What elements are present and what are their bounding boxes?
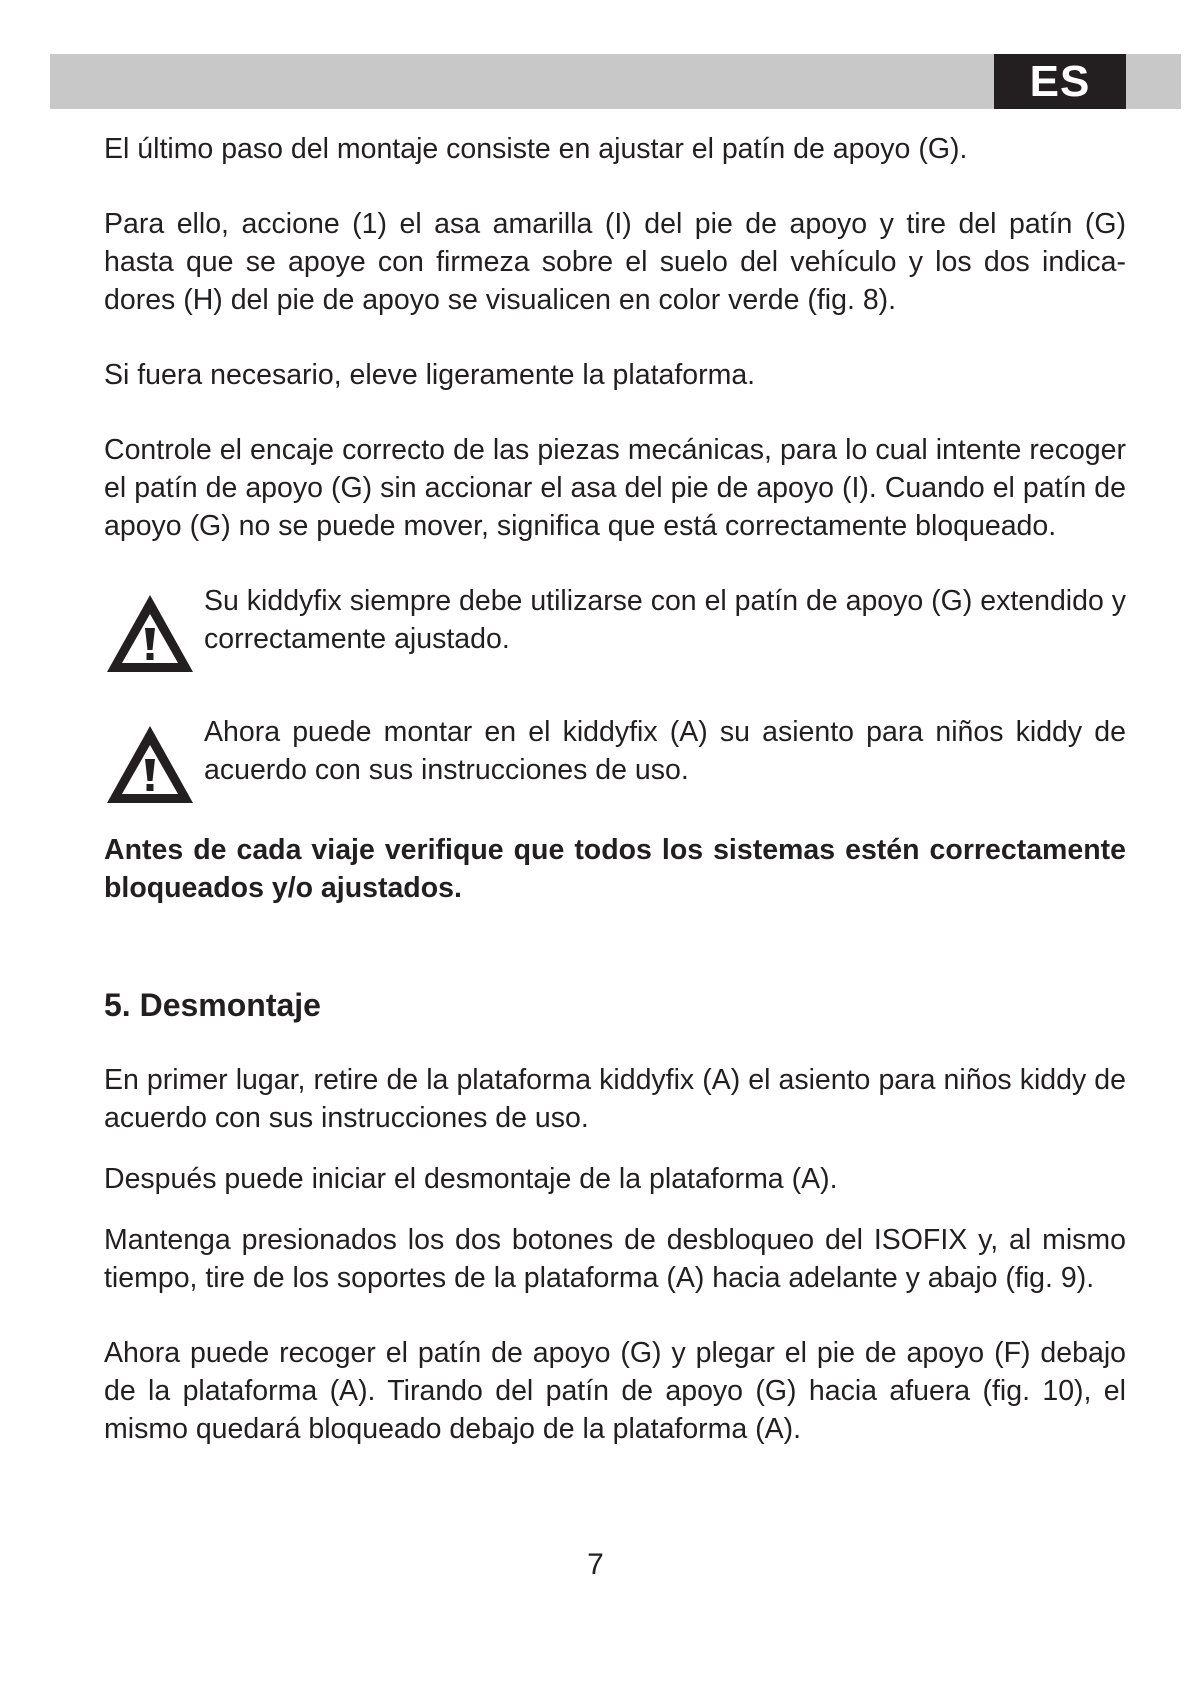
page-number: 7 xyxy=(587,1548,604,1581)
warning-block-2 xyxy=(104,713,1126,807)
warning-triangle-icon xyxy=(104,723,196,807)
paragraph-adjust-foot: Para ello, accione (1) el asa amarilla (I) del pie de apoyo y tire del patín (G) hasta que se apoye con firmeza sobre el suelo del vehículo y los dos indicadores (H) del pie de apoyo se visualicen en color verde (fig. 8). xyxy=(104,208,1126,316)
page-content xyxy=(104,130,1126,1448)
bold-safety-notice: Antes de cada viaje verifique que todos los sistemas estén correctamente bloqueados y/o ajustados. xyxy=(104,834,1126,904)
paragraph-raise-platform: Si fuera necesario, eleve ligeramente la plataforma. xyxy=(104,359,756,391)
paragraph-fold-foot: Ahora puede recoger el patín de apoyo (G) y plegar el pie de apoyo (F) debajo de la plataforma (A). Tirando del patín de apoyo (G) hacia afuera (fig. 10), el mismo quedará bloqueado debajo de la plataforma (A). xyxy=(104,1337,1126,1445)
section-heading: 5. Desmontaje xyxy=(104,987,321,1023)
warning-triangle-icon xyxy=(104,592,196,676)
paragraph-start-removal: Después puede iniciar el desmontaje de la plataforma (A). xyxy=(104,1163,838,1195)
warning-text-2: Ahora puede montar en el kiddyfix (A) su asiento para niños kiddy de acuerdo con sus instrucciones de uso. xyxy=(204,716,1126,786)
paragraph-remove-seat: En primer lugar, retire de la plataforma kiddyfix (A) el asiento para niños kiddy de acuerdo con sus instrucciones de uso. xyxy=(104,1064,1126,1134)
warning-block-1 xyxy=(104,582,1126,676)
paragraph-final-step: El último paso del montaje consiste en ajustar el patín de apoyo (G). xyxy=(104,133,968,165)
warning-text-1: Su kiddyfix siempre debe utilizarse con el patín de apoyo (G) extendido y correctamente ajustado. xyxy=(204,585,1127,655)
language-tab: ES xyxy=(994,54,1126,109)
paragraph-check-mechanics: Controle el encaje correcto de las piezas mecánicas, para lo cual intente recoger el patín de apoyo (G) sin accionar el asa del pie de apoyo (I). Cuando el patín de apoyo (G) no se puede mover, significa que está correctamente bloqueado. xyxy=(104,434,1126,542)
paragraph-isofix-release: Mantenga presionados los dos botones de desbloqueo del ISOFIX y, al mismo tiempo, tire de los soportes de la plataforma (A) hacia adelante y abajo (fig. 9). xyxy=(104,1224,1126,1294)
